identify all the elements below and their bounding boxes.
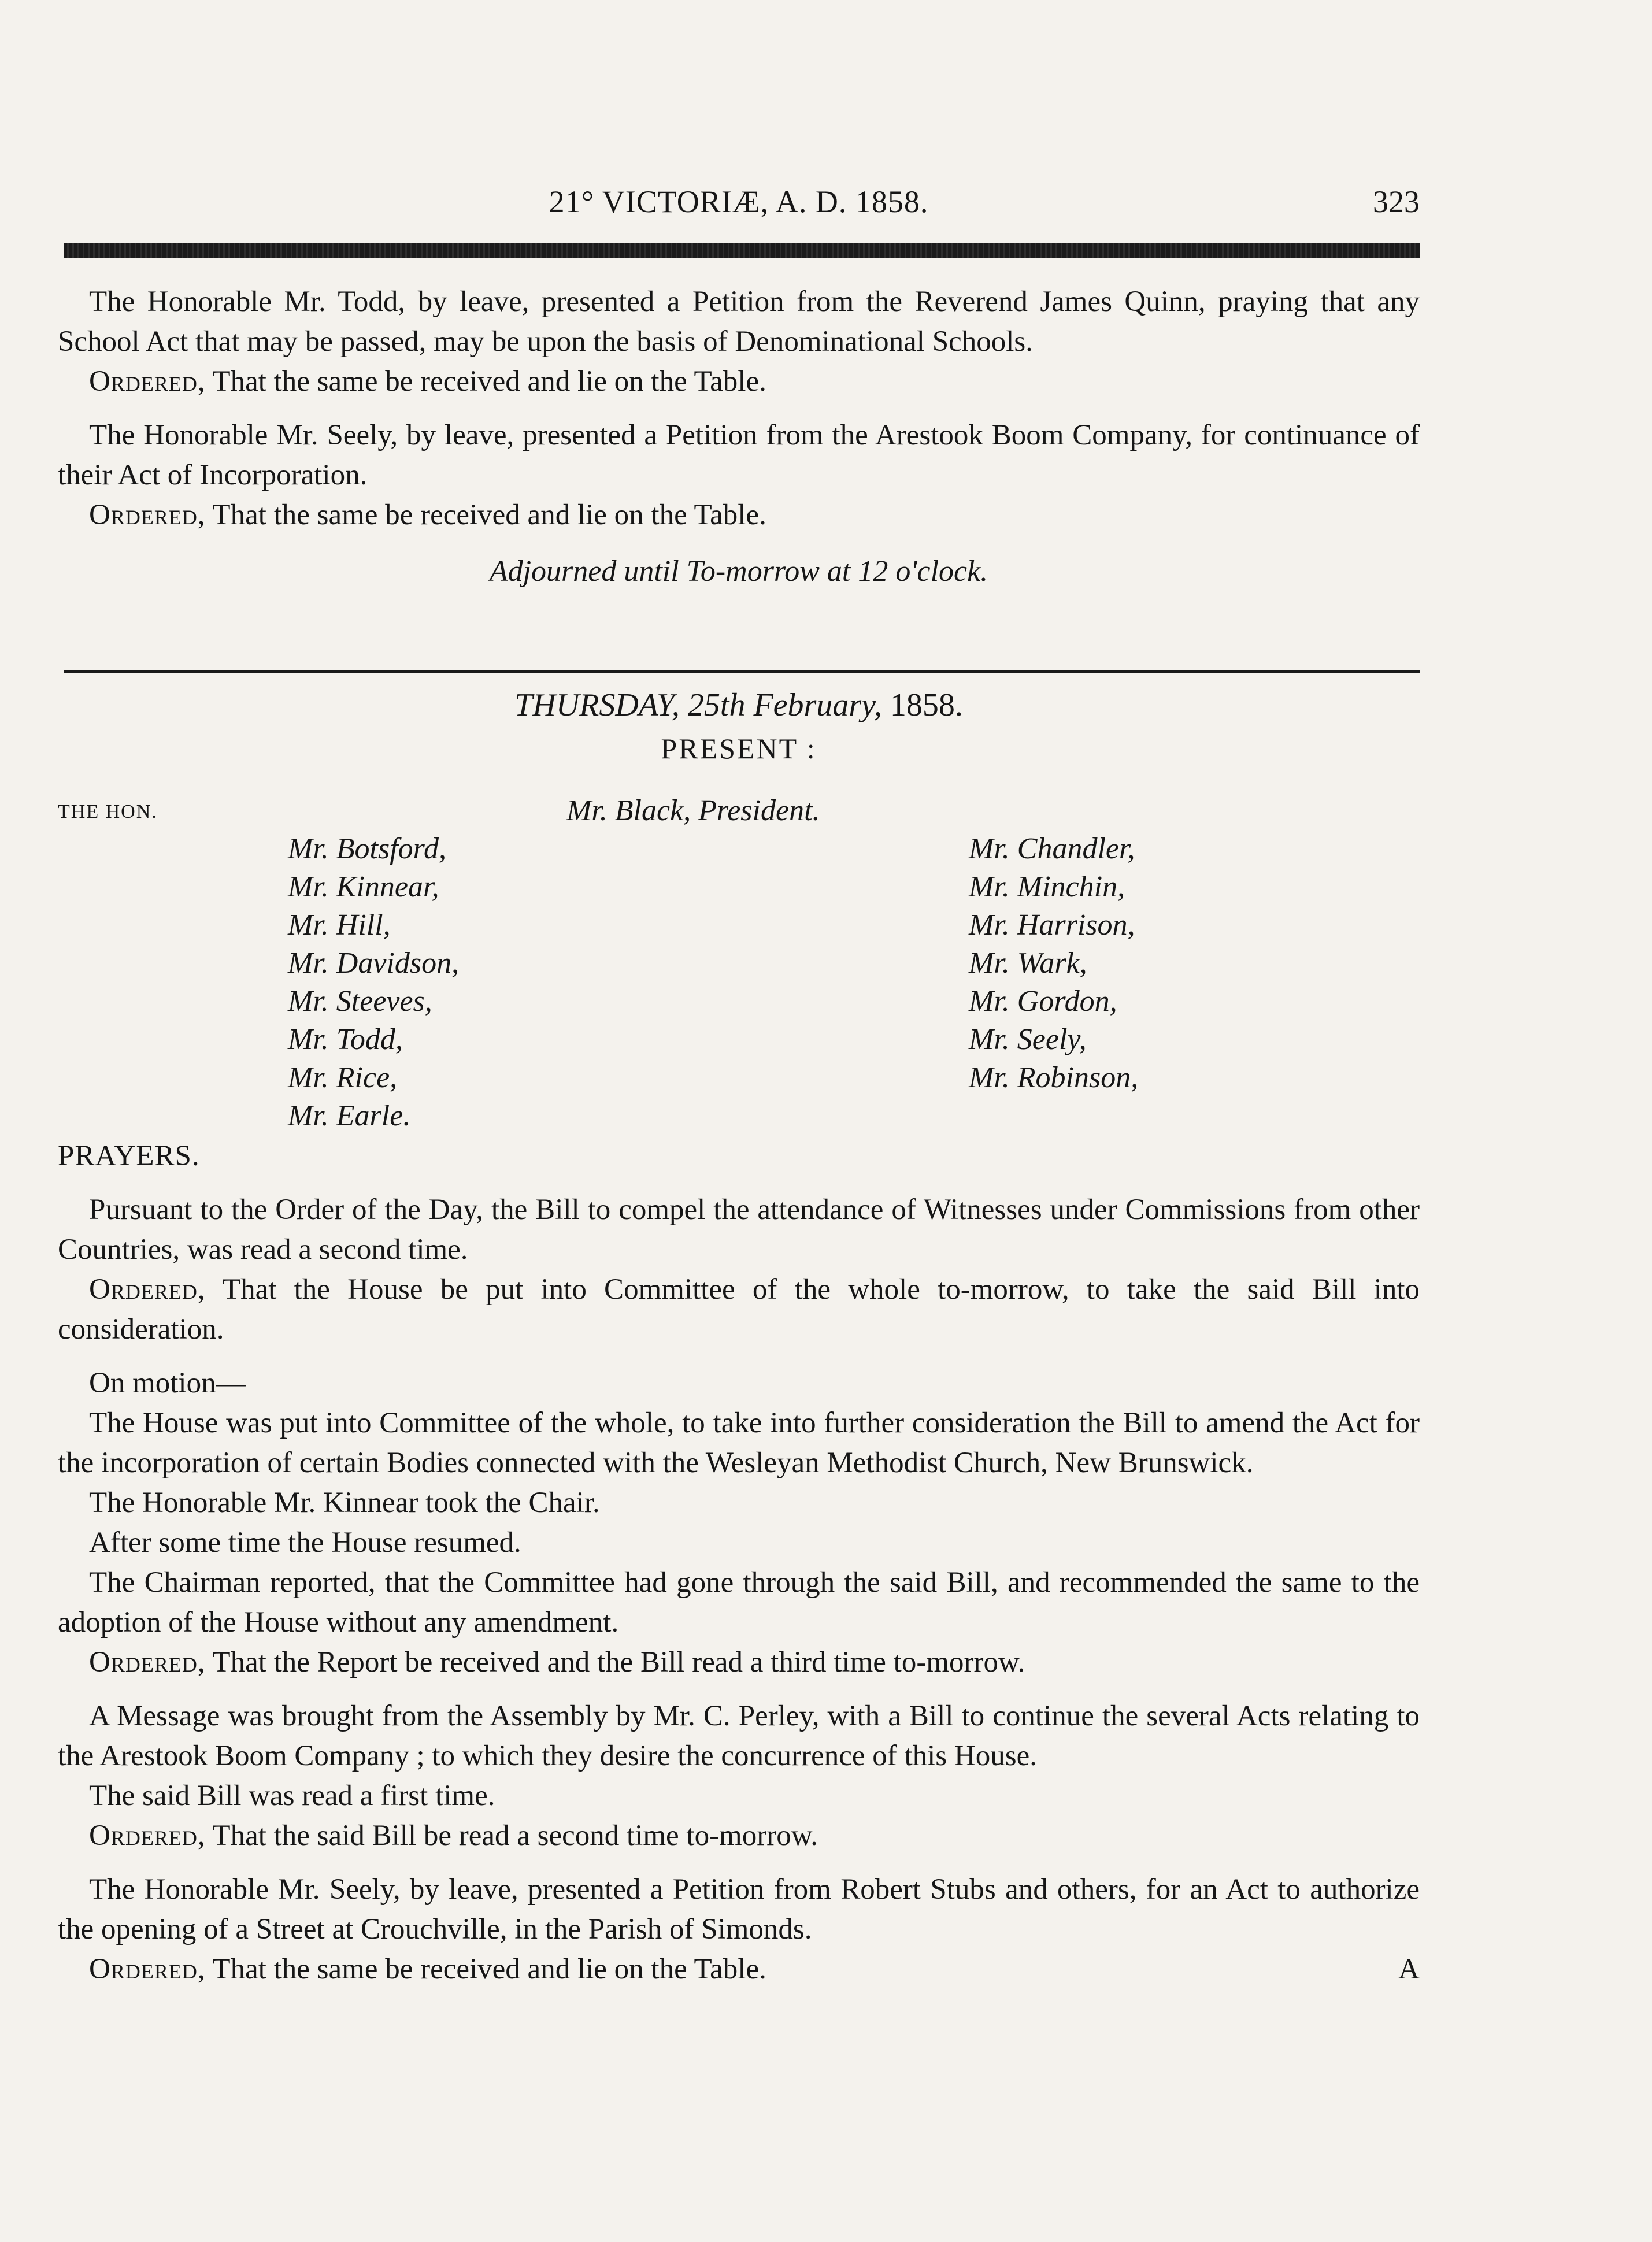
date-heading-block	[58, 682, 1420, 769]
catchword: A	[1398, 1953, 1420, 1985]
todd-petition-paragraph: The Honorable Mr. Todd, by leave, presented a Petition from the Reverend James Quinn, praying that any School Act that may be passed, may be upon the basis of Denominational Schools.	[58, 286, 1420, 358]
ordered-paragraph	[58, 1643, 1420, 1683]
member-name: Mr. Seely,	[969, 1023, 1087, 1056]
member-name: Mr. Hill,	[288, 909, 391, 942]
ordered-label: Ordered,	[89, 1819, 206, 1852]
chairman-report-paragraph: The Chairman reported, that the Committee had gone through the said Bill, and recommended the same to the adoption of the House without any amendment.	[58, 1566, 1420, 1639]
sitting-date	[58, 682, 1420, 728]
member-name: Mr. Gordon,	[969, 985, 1117, 1018]
member-name: Mr. Botsford,	[288, 832, 446, 865]
date-year: 1858.	[881, 687, 963, 723]
date-rest: 25th	[679, 687, 754, 723]
member-name: Mr. Robinson,	[969, 1061, 1139, 1094]
assembly-message-paragraph: A Message was brought from the Assembly by Mr. C. Perley, with a Bill to continue the several Acts relating to the Arestook Boom Company ; to which they desire the concurrence of this House.	[58, 1700, 1420, 1772]
prayers-heading: PRAYERS.	[58, 1140, 200, 1172]
ordered-paragraph	[58, 1270, 1420, 1350]
members-right-column	[969, 830, 1138, 1097]
chair-paragraph: The Honorable Mr. Kinnear took the Chair.	[89, 1487, 600, 1519]
ordered-label: Ordered,	[89, 1273, 206, 1306]
ordered-paragraph	[58, 1816, 1420, 1856]
member-name: Mr. Harrison,	[969, 909, 1135, 942]
adjourned-line: Adjourned until To-morrow at 12 o'clock.	[489, 555, 988, 588]
ordered-label: Ordered,	[89, 499, 206, 531]
member-name: Mr. Wark,	[969, 947, 1087, 980]
section-divider	[64, 670, 1420, 673]
running-header	[58, 184, 1420, 230]
the-hon-label: THE HON.	[58, 801, 158, 822]
proceedings-section	[58, 1136, 1420, 1989]
ordered-paragraph	[58, 362, 1420, 402]
ordered-text: That the same be received and lie on the Table.	[205, 1953, 766, 1985]
member-name: Mr. Todd,	[288, 1023, 403, 1056]
member-name: Mr. Minchin,	[969, 870, 1125, 903]
ordered-text: That the House be put into Committee of the whole to-morrow, to take the said Bill into consideration.	[58, 1273, 1420, 1346]
bill-second-reading-paragraph: Pursuant to the Order of the Day, the Bill to compel the attendance of Witnesses under Commissions from other Countries, was read a second time.	[58, 1194, 1420, 1266]
committee-paragraph: The House was put into Committee of the whole, to take into further consideration the Bill to amend the Act for the incorporation of certain Bodies connected with the Wesleyan Methodist Church, New Brunswick.	[58, 1407, 1420, 1479]
ordered-paragraph	[58, 495, 1420, 535]
member-name: Mr. Rice,	[288, 1061, 398, 1094]
ordered-label: Ordered,	[89, 1953, 206, 1985]
member-name: Mr. Kinnear,	[288, 870, 439, 903]
member-name: Mr. Earle.	[288, 1099, 411, 1132]
date-month: February,	[753, 687, 882, 723]
ordered-text: That the same be received and lie on the Table.	[205, 499, 766, 531]
ordered-label: Ordered,	[89, 365, 206, 398]
ordered-text: That the Report be received and the Bill read a third time to-morrow.	[205, 1646, 1025, 1678]
stubs-petition-paragraph: The Honorable Mr. Seely, by leave, presented a Petition from Robert Stubs and others, for an Act to authorize the opening of a Street at Crouchville, in the Parish of Simonds.	[58, 1873, 1420, 1945]
member-name: Mr. Davidson,	[288, 947, 460, 980]
ordered-text: That the said Bill be read a second time to-morrow.	[205, 1819, 818, 1852]
present-label: PRESENT :	[661, 732, 817, 765]
members-present	[58, 792, 1420, 1133]
member-name: Mr. Steeves,	[288, 985, 432, 1018]
ordered-paragraph	[58, 1950, 1420, 1989]
first-reading-paragraph: The said Bill was read a first time.	[89, 1780, 495, 1812]
resumed-paragraph: After some time the House resumed.	[89, 1526, 521, 1559]
members-left-column	[288, 830, 459, 1135]
previous-day-section	[58, 282, 1420, 592]
ordered-label: Ordered,	[89, 1646, 206, 1678]
member-name: Mr. Chandler,	[969, 832, 1135, 865]
header-title: 21° VICTORIÆ, A. D. 1858.	[549, 184, 929, 219]
ordered-text: That the same be received and lie on the Table.	[205, 365, 766, 398]
on-motion-line: On motion—	[89, 1367, 246, 1399]
president-name: Mr. Black, President.	[566, 794, 820, 827]
page-number: 323	[1373, 184, 1420, 219]
header-rule	[64, 243, 1420, 258]
date-day: THURSDAY,	[514, 687, 680, 723]
seely-petition-paragraph: The Honorable Mr. Seely, by leave, presented a Petition from the Arestook Boom Company, for continuance of their Act of Incorporation.	[58, 419, 1420, 491]
